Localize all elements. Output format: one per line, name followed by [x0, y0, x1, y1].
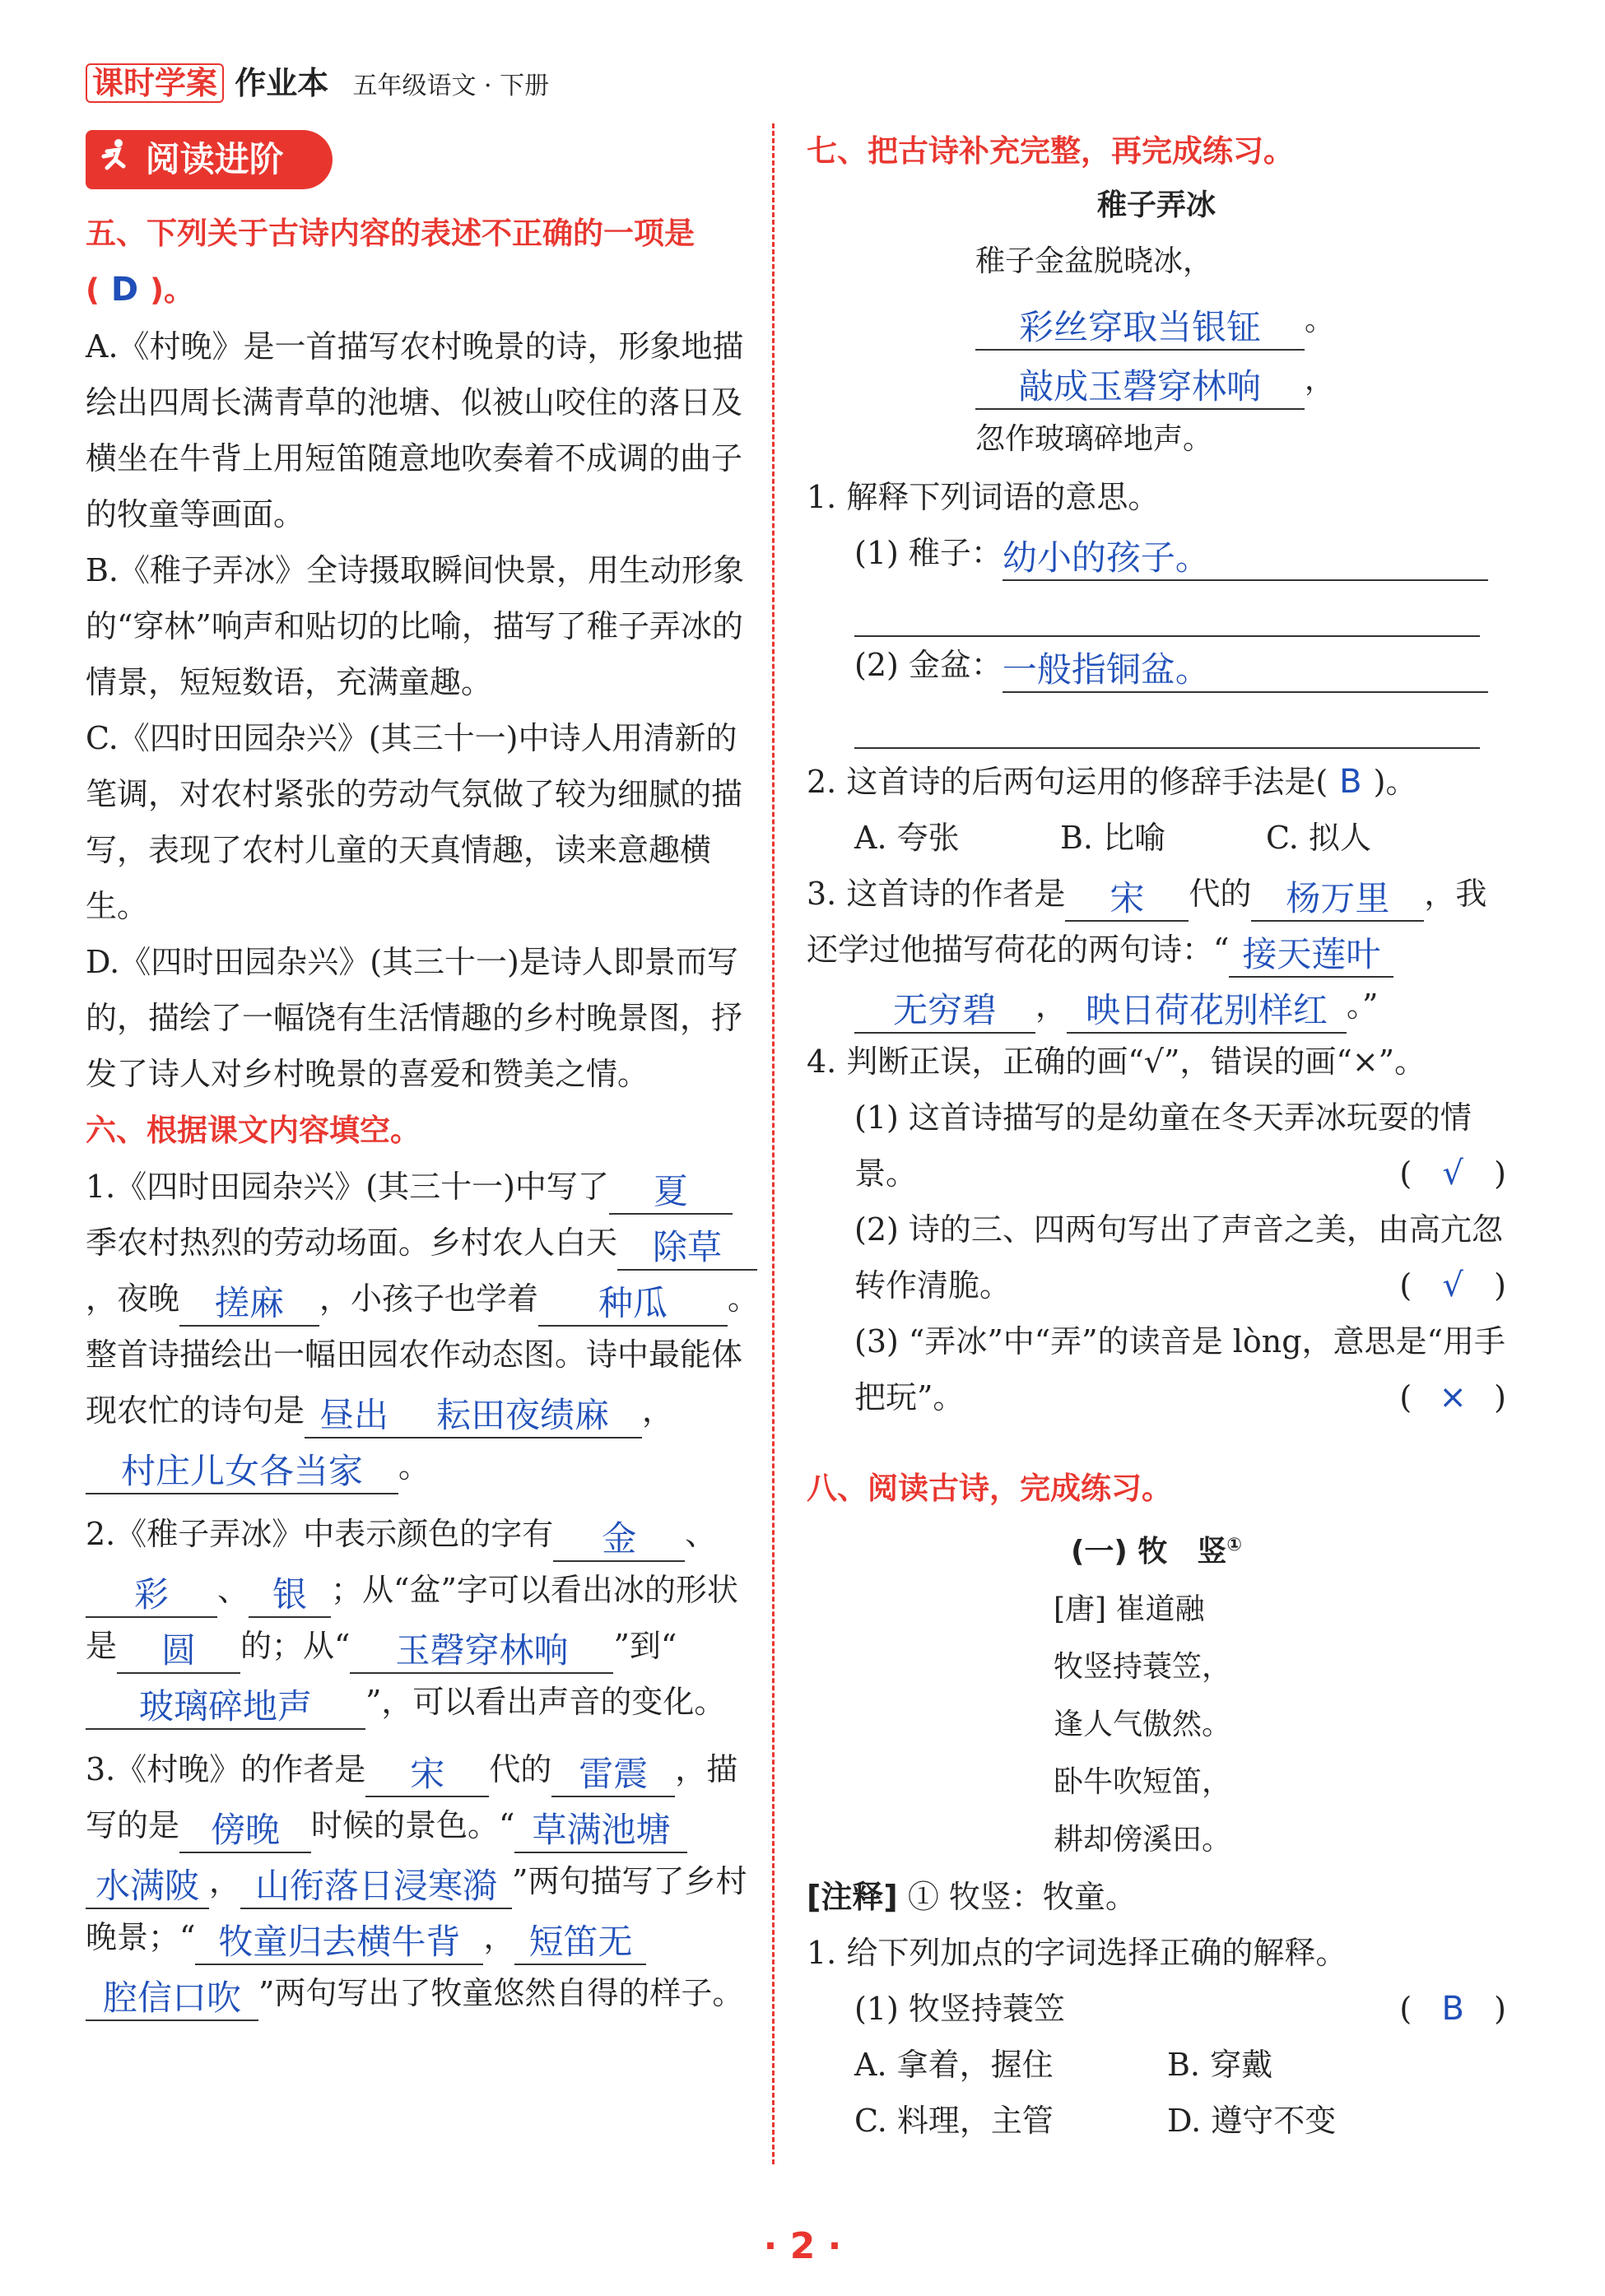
- page-header: [86, 58, 549, 103]
- poem-line-3-answer: 敲成玉磬穿林响: [975, 365, 1305, 410]
- poem-line-1: 稚子金盆脱晓冰，: [975, 244, 1213, 278]
- poem-2-author: [唐] 崔道融: [1054, 1592, 1205, 1626]
- book-label: 作业本: [235, 65, 329, 101]
- poem-2-note: [注释] ① 牧竖：牧童。: [807, 1879, 1137, 1915]
- poem-2-title: (一) 牧 竖①: [1070, 1535, 1243, 1569]
- option-d: D.《四时田园杂兴》(其三十一)是诗人即景而写的，描绘了一幅饶有生活情趣的乡村晚景图，抒发了诗人对乡村晚景的喜爱和赞美之情。: [86, 944, 743, 1092]
- poem-line-4: 忽作玻璃碎地声。: [975, 422, 1213, 456]
- section-banner: [86, 130, 333, 189]
- question-7-1: 1. 解释下列词语的意思。 (1) 稚子：幼小的孩子。 (2) 金盆：一般指铜盆。: [807, 469, 1506, 749]
- poem-2-line-2: 逢人气傲然。: [1054, 1708, 1232, 1741]
- option-a: A.《村晚》是一首描写农村晚景的诗，形象地描绘出四周长满青草的池塘、似被山咬住的落日及横坐在牛背上用短笛随意地吹奏着不成调的曲子的牧童等画面。: [86, 328, 744, 532]
- option-b: B.《稚子弄冰》全诗摄取瞬间快景，用生动形象的“穿林”响声和贴切的比喻，描写了稚子弄冰的情景，短短数语，充满童趣。: [86, 552, 745, 700]
- poem-2-line-3: 卧牛吹短笛，: [1054, 1765, 1232, 1799]
- section-8: [807, 1461, 1506, 2149]
- section-5: [86, 206, 761, 1102]
- question-6-1: 1.《四时田园杂兴》(其三十一)中写了 夏季农村热烈的劳动场面。乡村农人白天 除草，夜晚 搓麻 ，小孩子也学着 种瓜 。整首诗描绘出一幅田园农作动态图。诗中最能体现农忙的诗句是 昼出 耘田夜绩麻 ，村庄儿女各当家 。: [86, 1159, 761, 1494]
- poem-title: 稚子弄冰: [1096, 188, 1216, 222]
- question-6-3: 3.《村晚》的作者是 宋 代的 雷震 ，描写的是 傍晚 时候的景色。“ 草满池塘水满陂 ， 山衔落日浸寒漪 ”两句描写了乡村晚景；“ 牧童归去横牛背 ， 短笛无腔信口吹 ”两句写出了牧童悠然自得的样子。: [86, 1741, 761, 2021]
- poem-line-2-answer: 彩丝穿取当银钲: [975, 306, 1305, 351]
- question-6-2: 2.《稚子弄冰》中表示颜色的字有 金 、彩 、 银 ；从“盆”字可以看出冰的形状是 圆 的；从“ 玉磬穿林响 ”到“玻璃碎地声 ”，可以看出声音的变化。: [86, 1506, 761, 1730]
- question-7-3: 3. 这首诗的作者是 宋 代的 杨万里 ，我还学过他描写荷花的两句诗：“ 接天莲叶无穷碧 ， 映日荷花别样红 。”: [807, 866, 1506, 1034]
- column-divider: [772, 123, 775, 2164]
- poem-2-line-1: 牧竖持蓑笠，: [1054, 1650, 1232, 1684]
- section-7-title: 七、把古诗补充完整，再完成练习。: [807, 133, 1294, 169]
- banner-label: 阅读进阶: [145, 139, 284, 179]
- section-5-answer: D: [110, 271, 139, 309]
- question-8-1: 1. 给下列加点的字词选择正确的解释。 (1) 牧竖持蓑笠 ( B ) A. 拿着，握住 B. 穿戴 C. 料理，主管 D. 遵守不变: [807, 1935, 1506, 2139]
- page-number: · 2 ·: [763, 2225, 842, 2267]
- option-c: C.《四时田园杂兴》(其三十一)中诗人用清新的笔调，对农村紧张的劳动气氛做了较为细腻的描写，表现了农村儿童的天真情趣，读来意趣横生。: [86, 720, 743, 924]
- question-7-4: 4. 判断正误，正确的画“√”，错误的画“×”。 (1) 这首诗描写的是幼童在冬天弄冰玩耍的情景。 ( √ ) (2) 诗的三、四两句写出了声音之美，由高亢忽转作清脆。 ( √ ) (3) “弄冰”中“弄”的读音是 lòng，意思是“用手把玩”。 ( × ): [807, 1043, 1506, 1416]
- brand-label: 课时学案: [86, 63, 224, 103]
- poem-2-line-4: 耕却傍溪田。: [1054, 1823, 1232, 1857]
- section-5-title: 五、下列关于古诗内容的表述不正确的一项是( D )。: [86, 216, 695, 309]
- section-7: 七、把古诗补充完整，再完成练习。 稚子弄冰 稚子金盆脱晓冰， 彩丝穿取当银钲 。 敲成玉磬穿林响 ， 忽作玻璃碎地声。 1. 解释下列词语的意思。 (1) 稚子：幼小的孩子。 (2) 金盆：一般指铜盆。 2. 这首诗的后两句运用的修辞手法是( B )。 A. 夸张 B. 比喻 C. 拟人 3. 这首诗的作者是 宋 代的 杨万里 ，我还学过他描写荷花的两句诗：“ 接天莲叶无穷碧 ， 映日荷花别样红 。” 4. 判断正误，正确的画“√”，错误的画“×”。 (1) 这首诗描写的是幼童在冬天弄冰玩耍的情景。 ( √ ) (2) 诗的三、四两句写出了声音之美，由高亢忽转作清脆。 ( √ ) (3) “弄冰”中“弄”的读音是 lòng，意思是“用手把玩”。 ( × ): [807, 123, 1506, 1425]
- section-6: [86, 1103, 761, 2021]
- section-6-title: 六、根据课文内容填空。: [86, 1113, 421, 1148]
- subtitle: 五年级语文 · 下册: [352, 72, 550, 100]
- runner-icon: [100, 130, 133, 189]
- question-7-2: 2. 这首诗的后两句运用的修辞手法是( B )。 A. 夸张 B. 比喻 C. 拟人: [807, 763, 1417, 856]
- section-8-title: 八、阅读古诗，完成练习。: [807, 1471, 1172, 1506]
